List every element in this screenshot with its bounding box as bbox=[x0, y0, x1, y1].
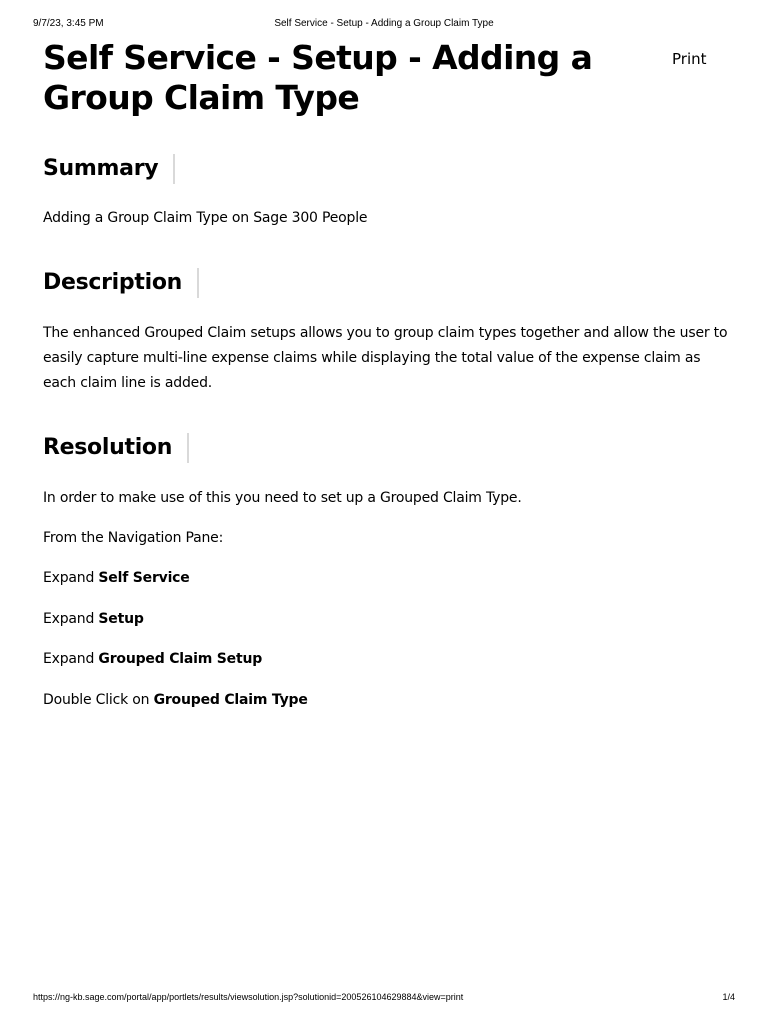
print-button[interactable]: Print bbox=[672, 50, 707, 68]
print-footer bbox=[33, 992, 735, 1006]
page-number: 1/4 bbox=[722, 992, 735, 1002]
print-doc-title: Self Service - Setup - Adding a Group Claim Type bbox=[274, 18, 494, 29]
step-expand-grouped-claim-setup: Expand Grouped Claim Setup bbox=[43, 651, 263, 667]
print-url: https://ng-kb.sage.com/portal/app/portlets/results/viewsolution.jsp?solutionid=200526104629884&view=print bbox=[33, 992, 464, 1002]
resolution-intro: In order to make use of this you need to set up a Grouped Claim Type. bbox=[43, 490, 522, 506]
summary-text: Adding a Group Claim Type on Sage 300 People bbox=[43, 210, 368, 226]
page-title: Self Service - Setup - Adding a Group Claim Type bbox=[43, 38, 593, 117]
print-header bbox=[33, 18, 735, 32]
summary-heading: Summary bbox=[43, 154, 175, 184]
step-expand-self-service: Expand Self Service bbox=[43, 570, 190, 586]
step-double-click-grouped-claim-type: Double Click on Grouped Claim Type bbox=[43, 692, 308, 708]
description-text: The enhanced Grouped Claim setups allows you to group claim types together and allow the user to easily capture multi-line expense claims while displaying the total value of the expense claim as each claim line is added. bbox=[43, 325, 728, 391]
print-datetime: 9/7/23, 3:45 PM bbox=[33, 18, 104, 29]
step-expand-setup: Expand Setup bbox=[43, 611, 144, 627]
resolution-heading: Resolution bbox=[43, 433, 189, 463]
navigation-pane-text: From the Navigation Pane: bbox=[43, 530, 224, 546]
description-heading: Description bbox=[43, 268, 199, 298]
